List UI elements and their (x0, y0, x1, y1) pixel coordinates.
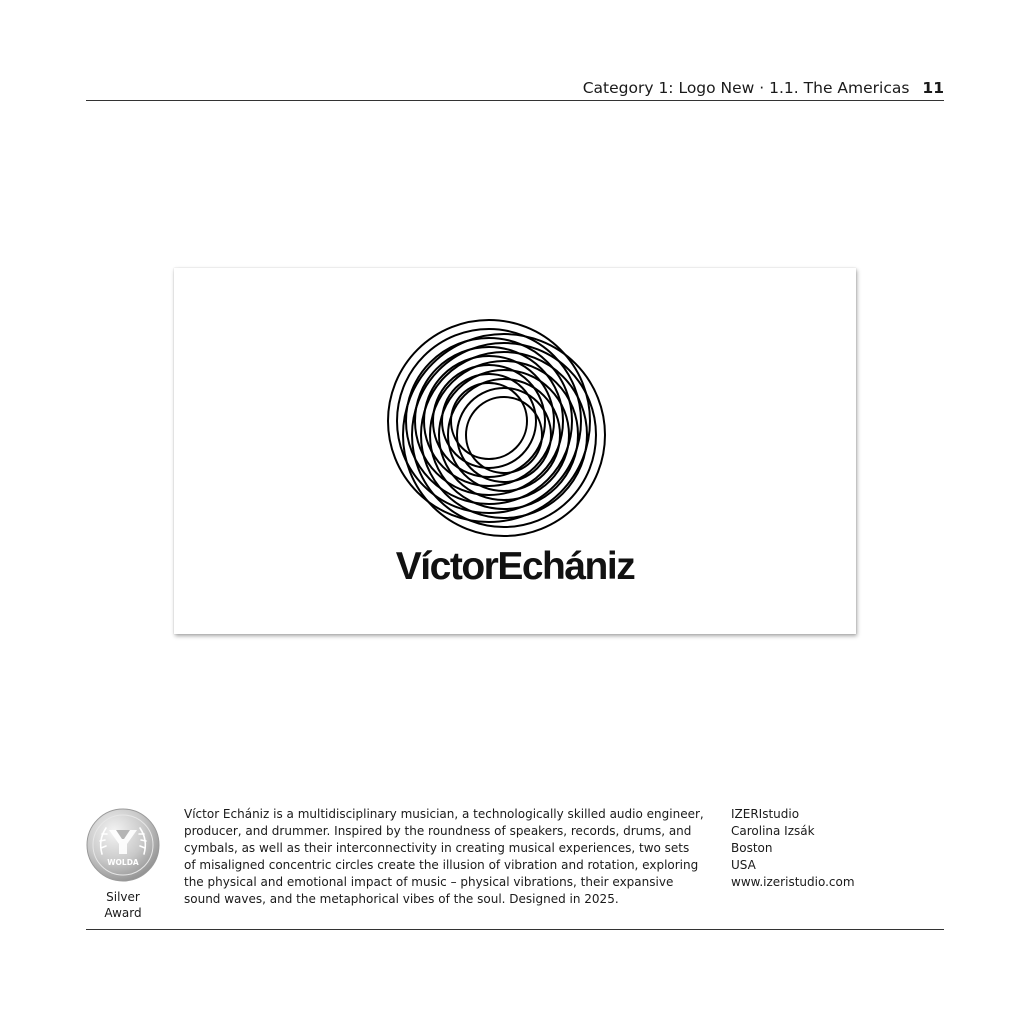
award-label (90, 889, 156, 921)
category-title: Category 1: Logo New · 1.1. The Americas (582, 79, 910, 97)
silver-medal-icon (86, 808, 160, 882)
concentric-circles-logo (380, 318, 650, 538)
medal-text: WOLDA (107, 858, 139, 867)
footer-divider (86, 929, 944, 930)
description-line: the physical and emotional impact of music – physical vibrations, their expansive (184, 875, 674, 889)
award-label-line1: Silver (106, 890, 140, 904)
city: Boston (731, 841, 773, 855)
designer-name: Carolina Izsák (731, 824, 815, 838)
description-line: cymbals, as well as their interconnectivity in creating musical experiences, two sets (184, 841, 690, 855)
studio-name: IZERIstudio (731, 807, 800, 821)
description-line: producer, and drummer. Inspired by the roundness of speakers, records, drums, and (184, 824, 692, 838)
award-label-line2: Award (104, 906, 142, 920)
description-line: sound waves, and the metaphorical vibes of the soul. Designed in 2025. (184, 892, 619, 906)
page-header (86, 76, 944, 100)
logo-card (174, 268, 856, 634)
website-link[interactable]: www.izeristudio.com (731, 875, 855, 889)
logo-wordmark: VíctorEchániz (395, 545, 635, 588)
description-line: Víctor Echániz is a multidisciplinary musician, a technologically skilled audio engineer, (184, 807, 704, 821)
header-divider (86, 100, 944, 101)
page-number: 11 (922, 79, 944, 97)
project-description (184, 806, 704, 908)
credits-block (731, 806, 941, 891)
description-line: of misaligned concentric circles create the illusion of vibration and rotation, exploring (184, 858, 699, 872)
country: USA (731, 858, 756, 872)
